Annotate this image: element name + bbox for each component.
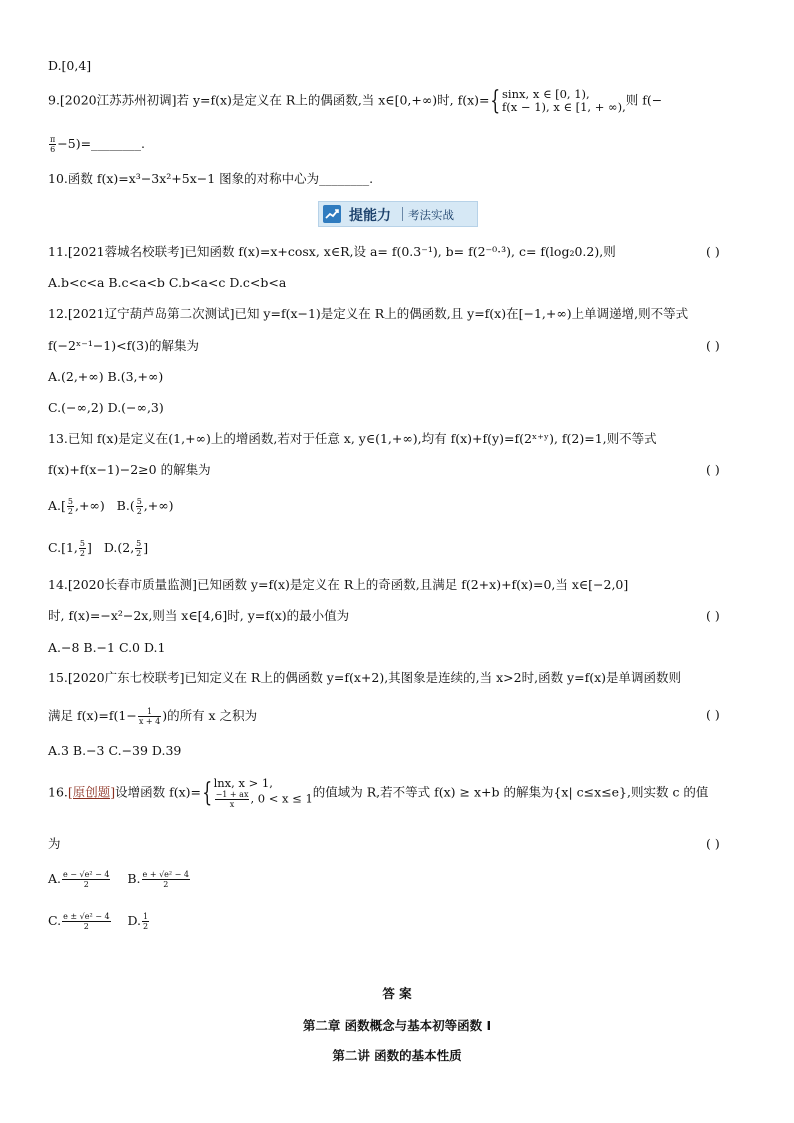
question-11: 11.[2021蓉城名校联考]已知函数 f(x)=x+cosx, x∈R,设 a= f(0.3⁻¹), b= f(2⁻⁰·³), c= f(log₂0.2),则 bbox=[48, 244, 616, 259]
q16-b-frac bbox=[142, 870, 190, 889]
frac-den: 2 bbox=[163, 880, 169, 889]
q16-case2-frac bbox=[215, 790, 250, 809]
chapter-heading: 第二章 函数概念与基本初等函数 Ⅰ bbox=[302, 1018, 492, 1033]
section-heading: 第二讲 函数的基本性质 bbox=[332, 1048, 462, 1063]
q13-options-cd bbox=[48, 539, 148, 558]
question-9-line2 bbox=[48, 135, 145, 154]
frac-den: 2 bbox=[79, 549, 85, 558]
q16-original-tag: [原创题] bbox=[67, 784, 116, 800]
q9-case2: f(x − 1), x ∈ [1, + ∞), bbox=[502, 100, 626, 114]
q16-head: 设增函数 f(x)= bbox=[115, 784, 202, 800]
frac-den: 2 bbox=[83, 922, 89, 931]
frac-den: 2 bbox=[136, 507, 142, 516]
q13-option-c-tail: ] bbox=[87, 540, 92, 555]
q9-frac-num: π bbox=[50, 135, 56, 144]
question-16-line2: 为 bbox=[48, 836, 61, 851]
question-14-line2: 时, f(x)=−x²−2x,则当 x∈[4,6]时, y=f(x)的最小值为 bbox=[48, 608, 350, 623]
q13-answer-blank: ( ) bbox=[706, 462, 720, 477]
frac-num: 5 bbox=[67, 497, 73, 506]
answer-heading: 答 案 bbox=[382, 986, 412, 1001]
question-10: 10.函数 f(x)=x³−3x²+5x−1 图象的对称中心为________. bbox=[48, 171, 374, 186]
q13-option-d: D.(2, bbox=[103, 540, 135, 555]
frac-den: 2 bbox=[136, 549, 142, 558]
q13-d-frac bbox=[135, 539, 142, 558]
q15-stem-a: 满足 f(x)=f(1− bbox=[48, 708, 137, 723]
frac-den: x bbox=[229, 800, 235, 809]
q9-tail: 则 f(− bbox=[625, 92, 663, 108]
q9-brace: { bbox=[490, 86, 501, 116]
q14-answer-blank: ( ) bbox=[706, 608, 720, 623]
frac-den: x + 4 bbox=[138, 717, 161, 726]
q9-end: −5)=________. bbox=[57, 136, 146, 151]
q12-options-cd: C.(−∞,2) D.(−∞,3) bbox=[48, 400, 164, 415]
q13-b-frac bbox=[136, 497, 143, 516]
q13-option-a: A.[ bbox=[48, 498, 66, 513]
q11-answer-blank: ( ) bbox=[706, 244, 720, 259]
q13-option-c: C.[1, bbox=[48, 540, 78, 555]
q16-option-a: A. bbox=[48, 871, 62, 886]
q15-frac bbox=[138, 707, 161, 726]
q16-tail: 的值域为 R,若不等式 f(x) ≥ x+b 的解集为{x| c≤x≤e},则实数 c 的值 bbox=[312, 784, 709, 800]
q16-a-frac bbox=[62, 870, 110, 889]
q14-options: A.−8 B.−1 C.0 D.1 bbox=[48, 640, 166, 655]
frac-den: 2 bbox=[67, 507, 73, 516]
frac-den: 2 bbox=[83, 880, 89, 889]
frac-num: −1 + ax bbox=[215, 790, 249, 799]
q13-option-b: B.( bbox=[116, 498, 135, 513]
q9-head: 9.[2020江苏苏州初调]若 y=f(x)是定义在 R上的偶函数,当 x∈[0,+∞)时, f(x)= bbox=[48, 92, 490, 108]
frac-den: 2 bbox=[143, 922, 149, 931]
question-15-line2 bbox=[48, 707, 257, 726]
q16-case2 bbox=[214, 790, 313, 809]
q15-stem-b: )的所有 x 之积为 bbox=[162, 708, 258, 723]
q12-answer-blank: ( ) bbox=[706, 338, 720, 353]
q16-brace: { bbox=[202, 778, 213, 808]
question-9 bbox=[48, 88, 662, 114]
q16-number: 16. bbox=[48, 784, 68, 800]
frac-num: 1 bbox=[143, 912, 149, 921]
question-12-line1: 12.[2021辽宁葫芦岛第二次测试]已知 y=f(x−1)是定义在 R上的偶函数,且 y=f(x)在[−1,+∞)上单调递增,则不等式 bbox=[48, 306, 689, 321]
section-banner bbox=[318, 201, 478, 227]
q16-option-d: D. bbox=[127, 913, 142, 928]
q9-frac-den: 6 bbox=[50, 145, 56, 154]
frac-num: e + √e² − 4 bbox=[142, 870, 189, 879]
q8-option-d: D.[0,4] bbox=[48, 58, 92, 73]
question-14-line1: 14.[2020长春市质量监测]已知函数 y=f(x)是定义在 R上的奇函数,且满足 f(2+x)+f(x)=0,当 x∈[−2,0] bbox=[48, 577, 629, 592]
q9-fraction bbox=[49, 135, 56, 154]
q16-d-frac bbox=[142, 912, 149, 931]
banner-subtitle: 考法实战 bbox=[408, 208, 454, 222]
q13-option-d-tail: ] bbox=[143, 540, 149, 555]
q9-cases bbox=[502, 88, 626, 114]
frac-num: 5 bbox=[79, 539, 85, 548]
q16-case1: lnx, x > 1, bbox=[213, 776, 273, 790]
q15-answer-blank: ( ) bbox=[706, 707, 720, 722]
q12-options-ab: A.(2,+∞) B.(3,+∞) bbox=[48, 369, 164, 384]
q9-case1: sinx, x ∈ [0, 1), bbox=[502, 87, 590, 101]
question-16 bbox=[48, 777, 708, 809]
q11-options: A.b<c<a B.c<a<b C.b<a<c D.c<b<a bbox=[48, 275, 287, 290]
question-13-line1: 13.已知 f(x)是定义在(1,+∞)上的增函数,若对于任意 x, y∈(1,+∞),均有 f(x)+f(y)=f(2ˣ⁺ʸ), f(2)=1,则不等式 bbox=[48, 431, 657, 446]
frac-num: e ± √e² − 4 bbox=[63, 912, 110, 921]
banner-title: 提能力 bbox=[349, 208, 391, 224]
chart-up-icon bbox=[323, 205, 341, 223]
q16-option-b: B. bbox=[127, 871, 141, 886]
frac-num: 1 bbox=[138, 707, 161, 717]
q13-option-b-tail: ,+∞) bbox=[143, 498, 174, 513]
frac-num: 5 bbox=[136, 539, 142, 548]
question-15-line1: 15.[2020广东七校联考]已知定义在 R上的偶函数 y=f(x+2),其图象是连续的,当 x>2时,函数 y=f(x)是单调函数则 bbox=[48, 670, 682, 685]
q13-c-frac bbox=[79, 539, 86, 558]
q16-options-cd bbox=[48, 912, 150, 931]
q16-options-ab bbox=[48, 870, 191, 889]
frac-num: 5 bbox=[136, 497, 142, 506]
q16-case2-tail: , 0 < x ≤ 1 bbox=[250, 791, 313, 806]
q13-option-a-tail: ,+∞) bbox=[74, 498, 105, 513]
frac-num: e − √e² − 4 bbox=[63, 870, 110, 879]
q15-options: A.3 B.−3 C.−39 D.39 bbox=[48, 743, 182, 758]
q13-options-ab bbox=[48, 497, 174, 516]
question-13-line2: f(x)+f(x−1)−2≥0 的解集为 bbox=[48, 462, 211, 477]
banner-divider bbox=[402, 207, 403, 221]
q16-cases bbox=[214, 777, 313, 809]
q16-c-frac bbox=[62, 912, 110, 931]
q16-answer-blank: ( ) bbox=[706, 836, 720, 851]
q13-a-frac bbox=[67, 497, 74, 516]
question-12-line2: f(−2ˣ⁻¹−1)<f(3)的解集为 bbox=[48, 338, 199, 353]
q16-option-c: C. bbox=[48, 913, 62, 928]
